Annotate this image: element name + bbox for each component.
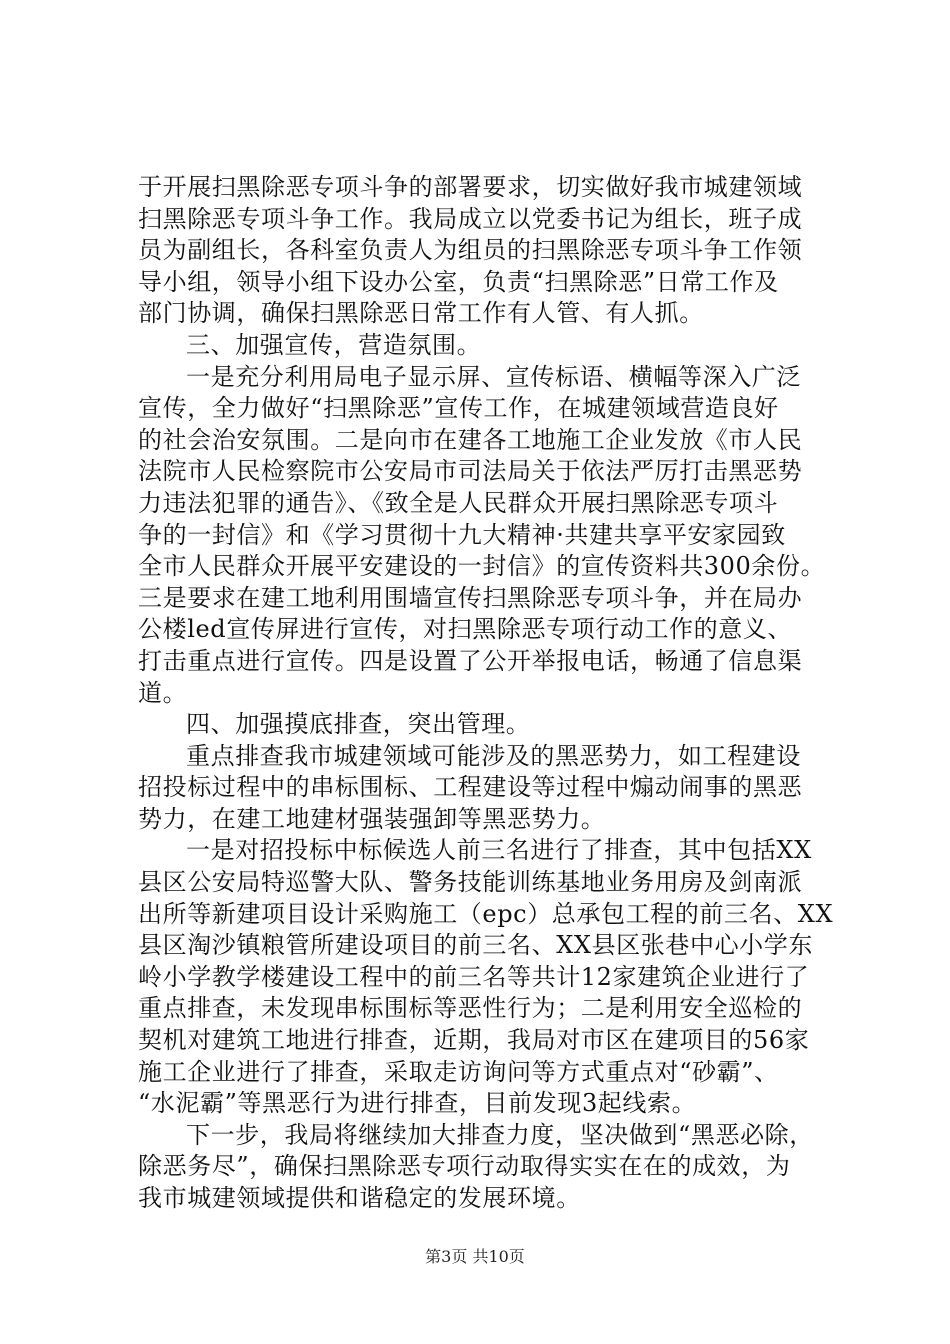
document-body [138,172,838,1215]
paragraph-start: 一是对招投标中标候选人前三名进行了排查，其中包括XX [186,836,812,865]
body-line: 县区公安局特巡警大队、警务技能训练基地业务用房及剑南派 [138,868,803,897]
body-line: 法院市人民检察院市公安局市司法局关于依法严厉打击黑恶势 [138,457,803,486]
body-line: 宣传，全力做好“扫黑除恶”宣传工作，在城建领域营造良好 [138,394,779,423]
page-number-label: 第3页 共10页 [425,1247,525,1266]
body-line: 出所等新建项目设计采购施工（epc）总承包工程的前三名、XX [138,899,834,928]
body-line: 除恶务尽”，确保扫黑除恶专项行动取得实实在在的成效，为 [138,1152,791,1181]
paragraph-start: 重点排查我市城建领域可能涉及的黑恶势力，如工程建设 [186,741,801,770]
body-line: 道。 [138,678,188,707]
section-heading-4: 四、加强摸底排查，突出管理。 [186,710,531,739]
body-line: 打击重点进行宣传。四是设置了公开举报电话，畅通了信息渠 [138,646,803,675]
body-line: 部门协调，确保扫黑除恶日常工作有人管、有人抓。 [138,299,704,328]
paragraph-start: 下一步，我局将继续加大排查力度，坚决做到“黑恶必除， [186,1120,814,1149]
body-line: 施工企业进行了排查，采取走访询问等方式重点对“砂霸”、 [138,1057,779,1086]
body-line: 的社会治安氛围。二是向市在建各工地施工企业发放《市人民 [138,425,803,454]
body-line: 公楼led宣传屏进行宣传，对扫黑除恶专项行动工作的意义、 [138,615,793,644]
body-line: 重点排查，未发现串标围标等恶性行为；二是利用安全巡检的 [138,994,803,1023]
body-line: 员为副组长，各科室负责人为组员的扫黑除恶专项斗争工作领 [138,236,803,265]
body-line: 招投标过程中的串标围标、工程建设等过程中煽动闹事的黑恶 [138,773,803,802]
body-line: 我市城建领域提供和谐稳定的发展环境。 [138,1184,581,1212]
body-line: 岭小学教学楼建设工程中的前三名等共计12家建筑企业进行了 [138,962,810,991]
body-line: 势力，在建工地建材强装强卸等黑恶势力。 [138,804,606,833]
body-line: 契机对建筑工地进行排查，近期，我局对市区在建项目的56家 [138,1026,810,1055]
body-line: 力违法犯罪的通告》、《致全是人民群众开展扫黑除恶专项斗 [138,488,779,517]
section-heading-3: 三、加强宣传，营造氛围。 [186,330,482,359]
body-line: “水泥霸”等黑恶行为进行排查，目前发现3起线索。 [138,1089,697,1118]
body-line: 导小组，领导小组下设办公室，负责“扫黑除恶”日常工作及 [138,267,779,296]
body-line: 县区淘沙镇粮管所建设项目的前三名、XX县区张巷中心小学东 [138,931,813,960]
body-line: 三是要求在建工地利用围墙宣传扫黑除恶专项斗争，并在局办 [138,583,803,612]
body-line: 于开展扫黑除恶专项斗争的部署要求，切实做好我市城建领域 [138,173,803,201]
body-line: 争的一封信》和《学习贯彻十九大精神·共建共享平安家园致 [138,520,786,549]
paragraph-start: 一是充分利用局电子显示屏、宣传标语、横幅等深入广泛 [186,362,801,391]
page-footer [0,1244,950,1267]
body-line: 全市人民群众开展平安建设的一封信》的宣传资料共300余份。 [138,552,826,581]
body-line: 扫黑除恶专项斗争工作。我局成立以党委书记为组长，班子成 [138,204,803,233]
